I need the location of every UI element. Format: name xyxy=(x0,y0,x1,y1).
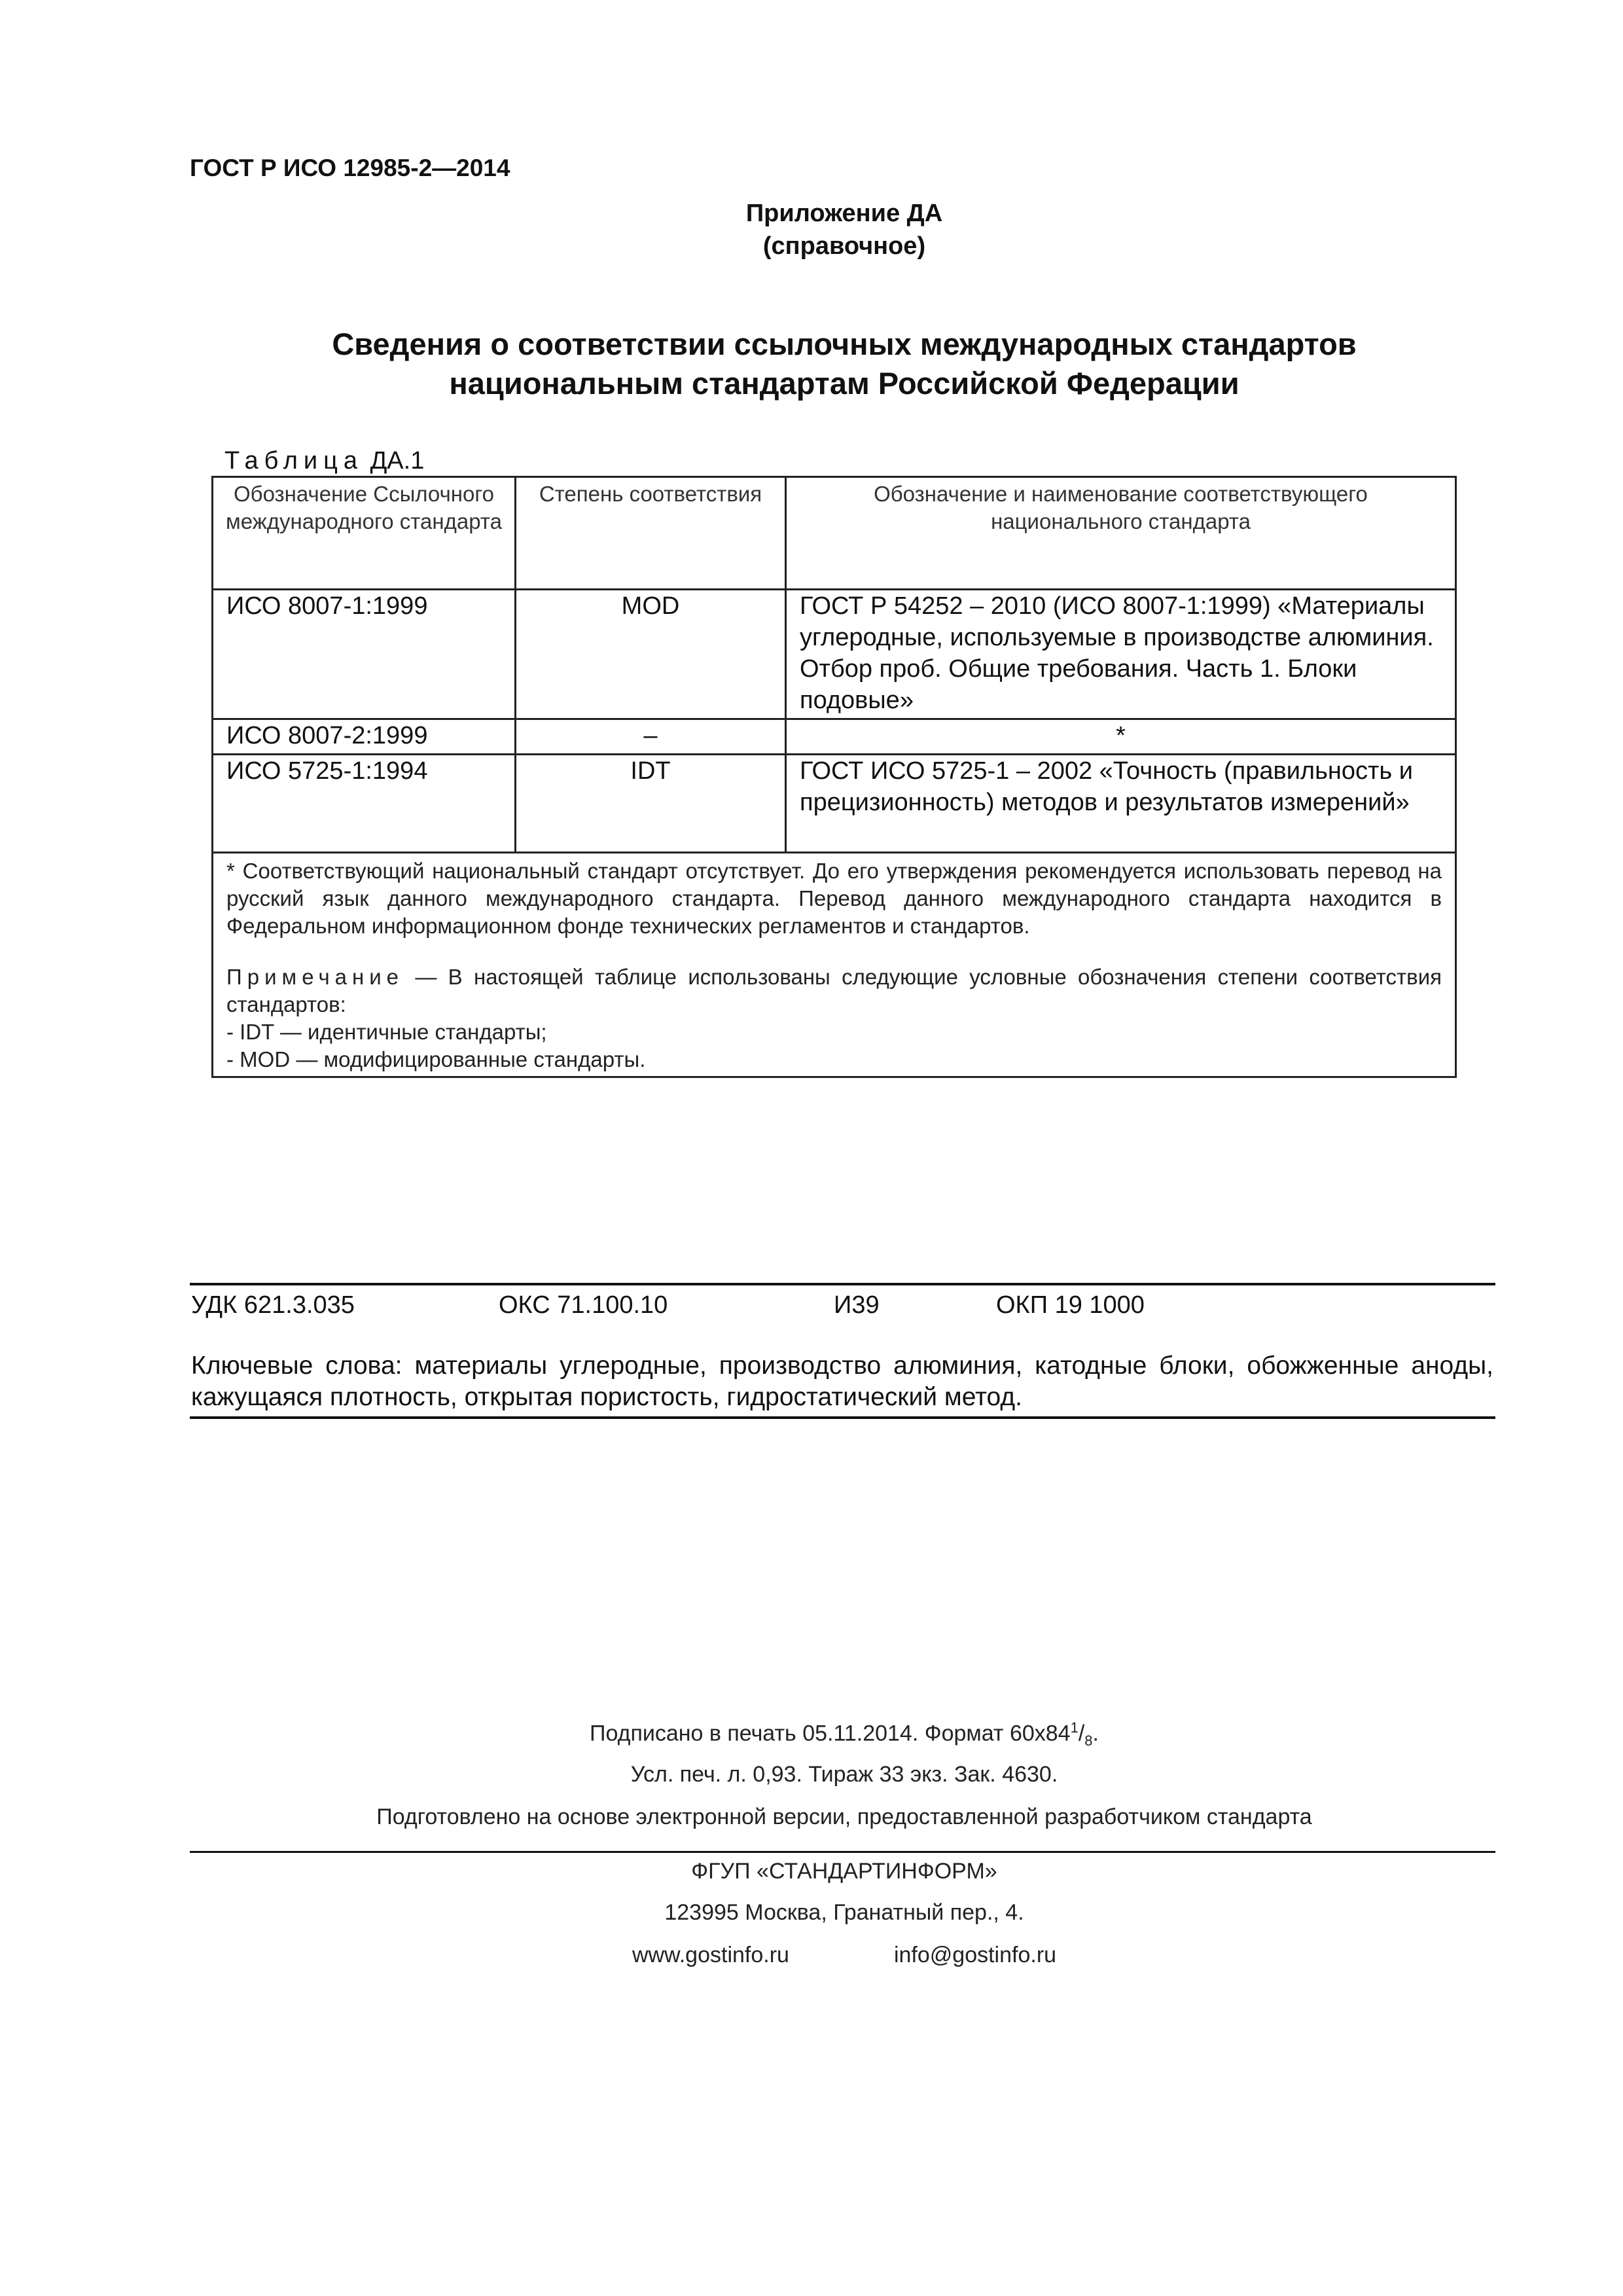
oks-code: ОКС 71.100.10 xyxy=(499,1291,668,1319)
format-suffix: . xyxy=(1092,1721,1099,1746)
page-title-line-1: Сведения о соответствии ссылочных международных стандартов xyxy=(332,327,1357,361)
cell-national-standard: * xyxy=(786,719,1456,755)
cell-national-standard: ГОСТ Р 54252 – 2010 (ИСО 8007-1:1999) «Материалы углеродные, используемые в производстве алюминия. Отбор проб. Общие требования. Часть 1. Блоки подовые» xyxy=(786,590,1456,719)
keywords: Ключевые слова: материалы углеродные, производство алюминия, катодные блоки, обожженные аноды, кажущаяся плотность, открытая пористость, гидростатический метод. xyxy=(191,1352,1493,1411)
divider xyxy=(190,1283,1495,1285)
appendix-title: Приложение ДА xyxy=(745,200,943,227)
imprint-prepared: Подготовлено на основе электронной версии, предоставленной разработчиком стандарта xyxy=(376,1804,1312,1829)
imprint-links xyxy=(0,1943,1623,1968)
website-link[interactable]: www.gostinfo.ru xyxy=(632,1943,789,1967)
table-caption xyxy=(224,447,424,475)
format-denominator: 8 xyxy=(1084,1732,1093,1749)
cell-degree: – xyxy=(516,719,786,755)
legend-idt: - IDT — идентичные стандарты; xyxy=(226,1020,547,1044)
correspondence-table xyxy=(211,476,1457,1078)
format-numerator: 1 xyxy=(1070,1719,1079,1736)
page-title-line-2: национальным стандартам Российской Федерации xyxy=(449,366,1240,401)
divider xyxy=(190,1416,1495,1419)
group-code: И39 xyxy=(834,1291,880,1319)
cell-designation: ИСО 8007-2:1999 xyxy=(213,719,516,755)
table-footnote: * Соответствующий национальный стандарт отсутствует. До его утверждения рекомендуется использовать перевод на русский язык данного международного стандарта. Перевод данного международного стандарта находится в Федеральном информационном фонде технических регламентов и стандартов. xyxy=(226,859,1442,938)
legend-mod: - MOD — модифицированные стандарты. xyxy=(226,1047,646,1071)
cell-designation: ИСО 8007-1:1999 xyxy=(213,590,516,719)
table-header-row xyxy=(213,477,1456,590)
appendix-type: (справочное) xyxy=(762,232,926,260)
table-notes xyxy=(213,853,1456,1077)
table-row xyxy=(213,755,1456,853)
note-label: Примечание xyxy=(226,965,404,989)
cell-degree: IDT xyxy=(516,755,786,853)
okp-code: ОКП 19 1000 xyxy=(996,1291,1145,1319)
cell-degree: MOD xyxy=(516,590,786,719)
header-designation: Обозначение Ссылочного международного стандарта xyxy=(213,477,516,590)
table-caption-word: Таблица xyxy=(224,447,363,475)
table-notes-row xyxy=(213,853,1456,1077)
header-degree: Степень соответствия xyxy=(516,477,786,590)
imprint-print-info: Усл. печ. л. 0,93. Тираж 33 экз. Зак. 4630. xyxy=(630,1762,1058,1787)
cell-national-standard: ГОСТ ИСО 5725-1 – 2002 «Точность (правильность и прецизионность) методов и результатов измерений» xyxy=(786,755,1456,853)
header-national-standard: Обозначение и наименование соответствующего национального стандарта xyxy=(786,477,1456,590)
table-note xyxy=(226,963,1442,1018)
table-row xyxy=(213,590,1456,719)
cell-designation: ИСО 5725-1:1994 xyxy=(213,755,516,853)
divider xyxy=(190,1851,1495,1853)
udk-code: УДК 621.3.035 xyxy=(191,1291,355,1319)
signed-text: Подписано в печать 05.11.2014. Формат 60x84 xyxy=(590,1721,1071,1746)
imprint-signed: Подписано в печать 05.11.2014. Формат $60x84^1/_8$. xyxy=(590,1719,1099,1749)
table-caption-number: ДА.1 xyxy=(370,447,425,475)
email-link[interactable]: info@gostinfo.ru xyxy=(893,1943,1057,1967)
note-text: — В настоящей таблице использованы следующие условные обозначения степени соответствия стандартов: xyxy=(226,965,1442,1016)
table-row xyxy=(213,719,1456,755)
imprint-address: 123995 Москва, Гранатный пер., 4. xyxy=(664,1900,1024,1925)
document-code: ГОСТ Р ИСО 12985-2—2014 xyxy=(190,154,510,181)
imprint-publisher: ФГУП «СТАНДАРТИНФОРМ» xyxy=(691,1859,997,1884)
